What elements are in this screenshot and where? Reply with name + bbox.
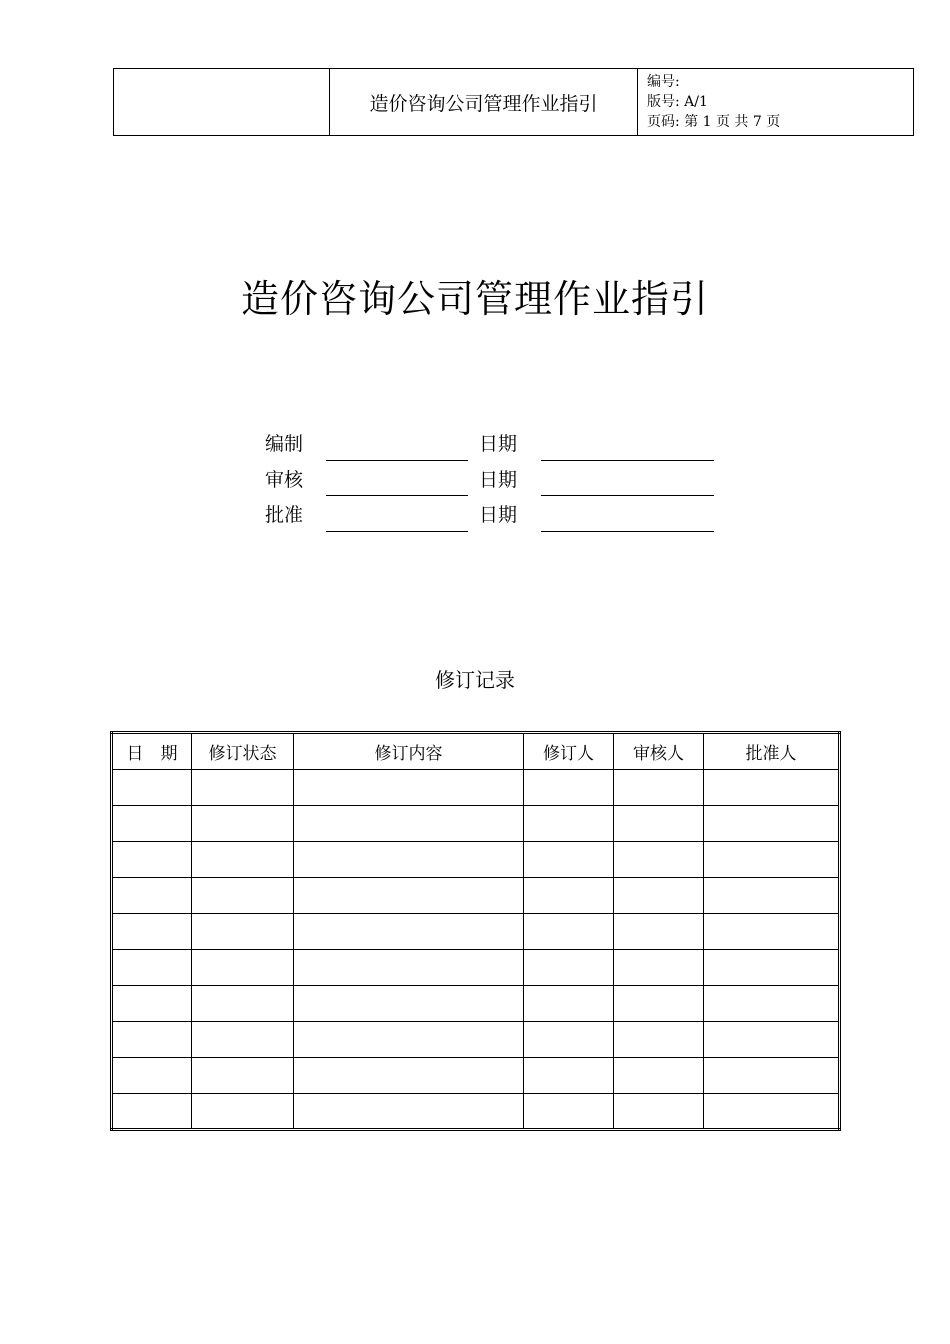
- table-cell: [112, 1022, 192, 1058]
- table-cell: [704, 878, 840, 914]
- header-logo-cell: [114, 69, 330, 136]
- table-cell: [192, 770, 294, 806]
- revision-body: [112, 770, 840, 1130]
- table-cell: [524, 806, 614, 842]
- table-cell: [614, 1058, 704, 1094]
- col-status: 修订状态: [192, 733, 294, 770]
- table-row: [112, 878, 840, 914]
- col-reviser: 修订人: [524, 733, 614, 770]
- header-page: 页码: 第 1 页 共 7 页: [647, 114, 781, 130]
- table-cell: [192, 878, 294, 914]
- table-cell: [704, 770, 840, 806]
- table-cell: [294, 950, 524, 986]
- table-cell: [524, 1094, 614, 1130]
- table-cell: [704, 842, 840, 878]
- header-title: 造价咨询公司管理作业指引: [330, 69, 638, 136]
- table-cell: [524, 878, 614, 914]
- table-cell: [294, 986, 524, 1022]
- table-cell: [294, 878, 524, 914]
- header-table: [113, 68, 914, 136]
- table-cell: [524, 842, 614, 878]
- approved-label: 批准: [265, 504, 304, 526]
- table-row: [112, 1094, 840, 1130]
- reviewed-date-label: 日期: [479, 469, 518, 491]
- col-date: 日 期: [112, 733, 192, 770]
- table-cell: [524, 1022, 614, 1058]
- col-content: 修订内容: [294, 733, 524, 770]
- reviewed-label: 审核: [265, 469, 304, 491]
- table-cell: [192, 806, 294, 842]
- table-cell: [704, 1094, 840, 1130]
- table-cell: [112, 842, 192, 878]
- approved-date-label: 日期: [479, 504, 518, 526]
- table-cell: [704, 806, 840, 842]
- document-title: 造价咨询公司管理作业指引: [240, 277, 709, 321]
- reviewed-date-line: [541, 495, 714, 496]
- table-cell: [294, 842, 524, 878]
- table-row: [112, 770, 840, 806]
- col-approver: 批准人: [704, 733, 840, 770]
- reviewed-line: [326, 495, 468, 496]
- table-cell: [112, 1058, 192, 1094]
- table-cell: [614, 770, 704, 806]
- table-row: [112, 842, 840, 878]
- table-cell: [524, 914, 614, 950]
- table-cell: [112, 878, 192, 914]
- table-cell: [112, 1094, 192, 1130]
- revision-table: [110, 731, 841, 1131]
- table-row: [112, 1022, 840, 1058]
- table-cell: [524, 1058, 614, 1094]
- header-version: 版号: A/1: [647, 94, 708, 110]
- table-row: [112, 950, 840, 986]
- table-row: [112, 806, 840, 842]
- prepared-date-label: 日期: [479, 433, 518, 455]
- table-cell: [614, 842, 704, 878]
- table-cell: [192, 1094, 294, 1130]
- table-cell: [614, 806, 704, 842]
- approved-date-line: [541, 531, 714, 532]
- prepared-date-line: [541, 460, 714, 461]
- table-cell: [614, 986, 704, 1022]
- table-cell: [704, 1022, 840, 1058]
- table-cell: [704, 914, 840, 950]
- table-cell: [294, 1094, 524, 1130]
- table-cell: [192, 1022, 294, 1058]
- table-cell: [614, 950, 704, 986]
- table-cell: [704, 950, 840, 986]
- table-cell: [294, 770, 524, 806]
- revision-title: 修订记录: [435, 668, 515, 692]
- approved-line: [326, 531, 468, 532]
- table-cell: [112, 914, 192, 950]
- table-cell: [294, 1022, 524, 1058]
- table-cell: [614, 1094, 704, 1130]
- table-cell: [294, 806, 524, 842]
- table-row: [112, 986, 840, 1022]
- table-row: [112, 1058, 840, 1094]
- table-cell: [704, 986, 840, 1022]
- table-cell: [192, 842, 294, 878]
- table-cell: [112, 770, 192, 806]
- table-cell: [192, 914, 294, 950]
- prepared-line: [326, 460, 468, 461]
- col-reviewer: 审核人: [614, 733, 704, 770]
- table-cell: [524, 986, 614, 1022]
- header-code: 编号:: [647, 74, 680, 90]
- table-cell: [614, 1022, 704, 1058]
- prepared-label: 编制: [265, 433, 304, 455]
- table-cell: [192, 986, 294, 1022]
- table-cell: [192, 1058, 294, 1094]
- table-cell: [192, 950, 294, 986]
- table-cell: [704, 1058, 840, 1094]
- table-cell: [614, 878, 704, 914]
- table-cell: [614, 914, 704, 950]
- table-cell: [294, 914, 524, 950]
- table-cell: [112, 806, 192, 842]
- table-cell: [112, 950, 192, 986]
- table-cell: [112, 986, 192, 1022]
- table-cell: [294, 1058, 524, 1094]
- revision-header-row: [112, 733, 840, 770]
- table-cell: [524, 950, 614, 986]
- table-cell: [524, 770, 614, 806]
- table-row: [112, 914, 840, 950]
- header-meta: [638, 69, 914, 136]
